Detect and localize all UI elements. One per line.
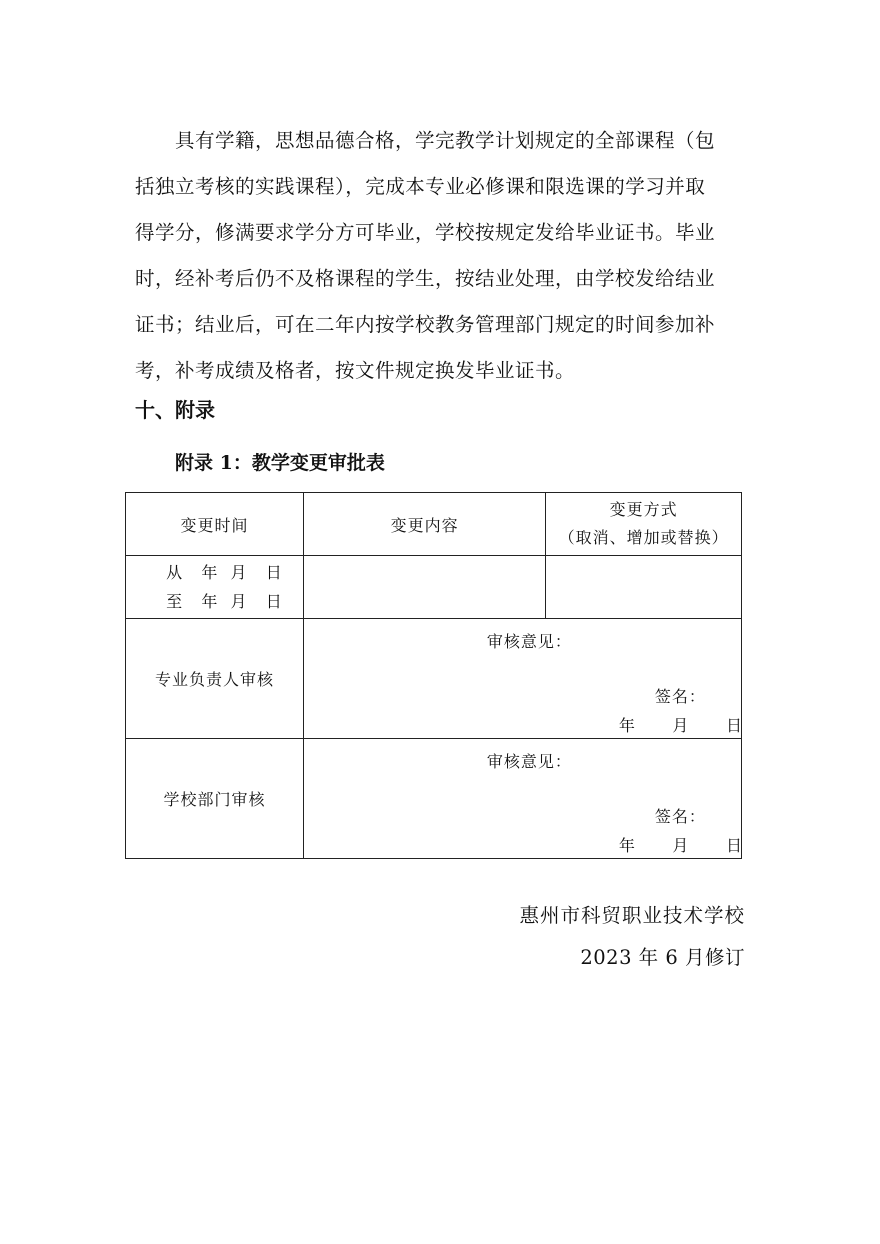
paragraph-line: 时，经补考后仍不及格课程的学生，按结业处理，由学校发给结业: [135, 267, 716, 290]
review-date-label: 年 月 日: [618, 836, 743, 855]
paragraph-line: 考，补考成绩及格者，按文件规定换发毕业证书。: [135, 359, 576, 382]
table-date-row: [126, 556, 742, 619]
change-content-cell: [303, 556, 545, 619]
footer-revision-date: 2023 年 6 月修订: [580, 946, 745, 969]
footer-school-name: 惠州市科贸职业技术学校: [519, 904, 745, 927]
table-row: [126, 739, 742, 859]
to-date-line: 至 年 月 日: [166, 592, 283, 611]
paragraph-line: 具有学籍，思想品德合格，学完教学计划规定的全部课程（包: [175, 129, 716, 152]
header-change-content: 变更内容: [303, 493, 545, 556]
change-time-cell: [126, 556, 304, 619]
table-header-row: [126, 493, 742, 556]
from-date-line: 从 年 月 日: [166, 563, 283, 582]
review-opinion-label: 审核意见：: [486, 632, 572, 651]
review-cell-school-dept: [303, 739, 741, 859]
paragraph-line: 括独立考核的实践课程），完成本专业必修课和限选课的学习并取: [135, 175, 706, 198]
header-change-time: 变更时间: [126, 493, 304, 556]
paragraph-line: 证书；结业后，可在二年内按学校教务管理部门规定的时间参加补: [135, 313, 716, 336]
paragraph-line: 得学分，修满要求学分方可毕业，学校按规定发给毕业证书。毕业: [135, 221, 716, 244]
header-method-line1: 变更方式: [609, 500, 678, 519]
signature-label: 签名：: [654, 687, 706, 706]
table-row: [126, 619, 742, 739]
review-opinion-label: 审核意见：: [486, 752, 572, 771]
review-label-major-lead: 专业负责人审核: [126, 619, 304, 739]
header-method-line2: （取消、增加或替换）: [558, 528, 729, 547]
review-date-label: 年 月 日: [618, 716, 743, 735]
appendix-title: 附录 1：教学变更审批表: [175, 452, 385, 474]
signature-label: 签名：: [654, 807, 706, 826]
header-change-method: [546, 493, 742, 556]
section-heading: 十、附录: [135, 398, 215, 422]
change-method-cell: [546, 556, 742, 619]
review-label-school-dept: 学校部门审核: [126, 739, 304, 859]
change-approval-table: [125, 492, 742, 859]
review-cell-major-lead: [303, 619, 741, 739]
body-paragraph: [135, 118, 747, 394]
